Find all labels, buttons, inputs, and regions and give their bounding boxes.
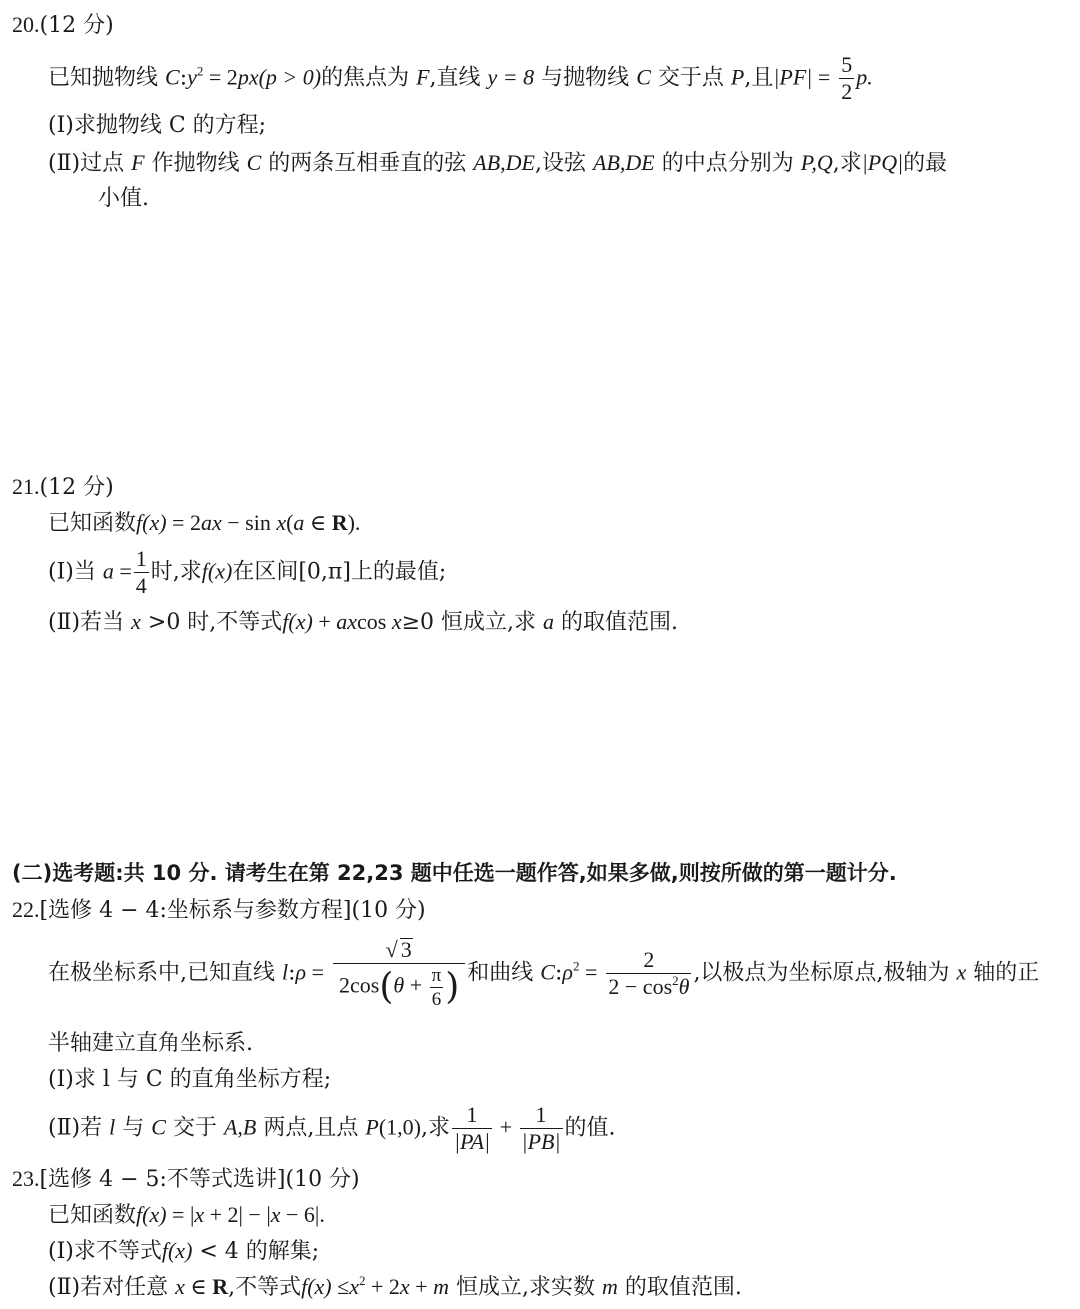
q23-number: 23. — [12, 1166, 40, 1191]
q20-points: (12 分) — [39, 13, 114, 38]
q20-stem-text-4: 与抛物线 — [541, 65, 630, 91]
q21-sin: − sin — [221, 510, 277, 535]
q21-part1-text-2: 时,求 — [150, 559, 202, 585]
q22-header — [12, 899, 426, 922]
q20-point-p: P — [730, 64, 745, 90]
q22-paren-open: ( — [379, 966, 394, 1008]
q23-part2-x3: x — [399, 1274, 410, 1299]
q20-stem-text-2: 的焦点为 — [321, 65, 410, 91]
q20-stem-text-3: ,直线 — [429, 65, 481, 91]
q23-part2-in: ∈ — [184, 1274, 213, 1299]
q22-part1: (Ⅰ)求 l 与 C 的直角坐标方程; — [48, 1067, 332, 1092]
q21-paren-close: ). — [347, 510, 361, 535]
q21-points: (12 分) — [39, 475, 114, 500]
q23-fx: f(x) — [136, 1202, 167, 1227]
q22-part2-text-4: 两点,且点 — [263, 1115, 359, 1141]
q22-curve-fraction — [606, 949, 691, 998]
q20-part2-pq: P,Q — [800, 150, 833, 175]
q20-colon: : — [179, 65, 188, 91]
q20-part2-c: C — [246, 150, 262, 175]
q21-stem — [48, 512, 360, 535]
q22-pi-fraction — [430, 966, 444, 1009]
q22-part2-text-6: 的值. — [564, 1115, 616, 1141]
q22-frac-pb-num: 1 — [535, 1102, 547, 1127]
q20-focus: F — [416, 64, 430, 90]
q23-abs-mid: + 2| − | — [204, 1202, 271, 1227]
q21-part2-cos: cos — [357, 609, 392, 634]
q20-frac-num: 5 — [841, 52, 853, 77]
q21-ax: ax — [200, 510, 222, 535]
q22-stem — [48, 938, 1039, 1009]
section2-heading: (二)选考题:共 10 分. 请考生在第 22,23 题中任选一题作答,如果多做,则按所做的第一题计分. — [12, 861, 897, 885]
q21-part2-plus: + — [312, 609, 337, 634]
q22-colon: : — [288, 960, 296, 986]
q22-title: [选修 4 − 4:坐标系与参数方程](10 分) — [39, 898, 426, 923]
q22-den-cos: 2cos — [339, 972, 380, 998]
q23-part2-text-2: ,不等式 — [228, 1275, 302, 1300]
q20-part1: (Ⅰ)求抛物线 C 的方程; — [48, 113, 267, 138]
q21-part2-text-4: 的取值范围. — [561, 610, 679, 635]
q23-part2-text: (Ⅱ)若对任意 — [48, 1275, 169, 1300]
q20-part2-chords: AB,DE — [473, 150, 535, 175]
q21-part1-eq: = — [113, 558, 132, 584]
q22-den-exp: 2 — [672, 973, 679, 988]
q21-part1 — [48, 548, 446, 597]
q20-part2-text: (Ⅱ)过点 — [48, 151, 125, 176]
q22-den-theta-2: θ — [678, 974, 690, 999]
q20-part2-cont: 小值. — [98, 186, 149, 211]
q23-part2-m: m — [433, 1274, 449, 1299]
q23-abs-close: − 6|. — [280, 1202, 325, 1227]
q22-curve-frac-num: 2 — [643, 947, 655, 972]
q20-part2-chords-2: AB,DE — [593, 150, 655, 175]
q21-fraction — [134, 548, 149, 597]
q22-colon-2: : — [554, 960, 563, 986]
q22-rho: ρ — [295, 959, 307, 985]
q22-stem-text: 在极坐标系中,已知直线 — [48, 960, 275, 986]
q21-part2-x2: x — [391, 609, 402, 634]
q20-number: 20. — [12, 12, 40, 37]
q23-part2-fx: f(x) — [301, 1274, 332, 1299]
q23-part2-m2: m — [601, 1274, 618, 1299]
q20-p: p. — [856, 64, 873, 90]
q20-curve-name: C — [165, 64, 180, 90]
q22-pi-num: π — [431, 965, 442, 986]
q23-stem — [48, 1204, 325, 1227]
q23-stem-text: 已知函数 — [48, 1203, 137, 1228]
q21-in: ∈ — [304, 510, 332, 535]
q21-part2 — [48, 611, 678, 634]
q21-part2-text: (Ⅱ)若当 — [48, 610, 125, 635]
q20-stem-text-6: ,且 — [744, 65, 774, 91]
q20-part2-text-6: ,求 — [832, 151, 862, 176]
q21-part2-text-2: >0 时,不等式 — [140, 610, 283, 635]
q23-part2-leq: ≤ — [331, 1274, 350, 1299]
q22-paren-close: ) — [445, 966, 460, 1008]
q22-rho-2: ρ — [562, 959, 573, 985]
q21-part2-a: a — [543, 609, 555, 634]
q21-part2-ax: ax — [336, 609, 358, 634]
q21-x: x — [276, 510, 287, 535]
q22-pi-den: 6 — [430, 987, 444, 1009]
q20-frac-den: 2 — [841, 79, 853, 104]
q20-part2 — [48, 152, 947, 175]
q22-frac-pa-num: 1 — [466, 1102, 478, 1127]
q21-a: a — [293, 510, 305, 535]
q23-x1: x — [194, 1202, 205, 1227]
q21-stem-text: 已知函数 — [48, 511, 137, 536]
q21-number: 21. — [12, 474, 40, 499]
q21-paren-open: ( — [286, 510, 294, 535]
q20-px: px — [237, 64, 259, 90]
q22-l: l — [282, 959, 289, 985]
q22-eq: = — [306, 959, 325, 985]
q23-part2-exp: 2 — [358, 1273, 366, 1288]
q23-part2-reals: R — [212, 1274, 229, 1299]
q22-exp: 2 — [572, 958, 580, 974]
q20-part2-text-7: 的最 — [903, 151, 948, 176]
q20-pf: |PF| — [773, 64, 813, 90]
q20-exp: 2 — [196, 63, 204, 79]
q22-plus: + — [494, 1114, 518, 1140]
q23-part1-text-2: < 4 的解集; — [192, 1239, 320, 1264]
q20-part2-pq-abs: |PQ| — [861, 150, 904, 175]
q20-eq2: = — [812, 64, 831, 90]
q21-part1-fx: f(x) — [201, 558, 233, 584]
q23-title: [选修 4 − 5:不等式选讲](10 分) — [39, 1167, 360, 1192]
q22-line-frac-num: √ 3 — [385, 937, 412, 962]
q23-header — [12, 1168, 360, 1191]
q20-part2-text-4: ,设弦 — [535, 151, 586, 176]
q23-part2-plus: + — [409, 1274, 434, 1299]
q22-number: 22. — [12, 897, 40, 922]
q20-stem — [48, 54, 873, 103]
q21-reals: R — [331, 510, 348, 535]
q20-header — [12, 14, 114, 37]
q22-den-plus: + — [404, 972, 428, 998]
q21-part2-fx: f(x) — [282, 609, 313, 634]
q22-part2-coord: (1,0) — [378, 1114, 421, 1140]
q20-part2-text-5: 的中点分别为 — [661, 151, 794, 176]
q21-part1-a: a — [102, 558, 114, 584]
q20-part2-f: F — [131, 150, 145, 175]
q22-stem-text-4: 轴的正 — [973, 960, 1040, 986]
q23-part2 — [48, 1273, 742, 1300]
q22-c: C — [540, 959, 555, 985]
q23-part1-fx: f(x) — [161, 1238, 193, 1263]
q20-y: y — [187, 64, 197, 90]
q22-line-fraction — [333, 938, 465, 1009]
q22-eq-2: = — [579, 959, 598, 985]
q22-sqrt-val: 3 — [400, 937, 412, 962]
q22-stem-text-3: ,以极点为坐标原点,极轴为 — [693, 960, 950, 986]
q22-part2-text-2: 与 — [122, 1115, 145, 1141]
q20-stem-text: 已知抛物线 — [48, 65, 159, 91]
q22-line-frac-den — [333, 963, 465, 1009]
q22-stem-text-2: 和曲线 — [467, 960, 534, 986]
q21-part2-text-3: ≥0 恒成立,求 — [401, 610, 537, 635]
q21-part2-x: x — [131, 609, 141, 634]
q22-part2-text-3: 交于 — [172, 1115, 217, 1141]
q21-part1-text-3: 在区间[0,π]上的最值; — [232, 559, 447, 585]
q20-curve-name-2: C — [636, 64, 651, 90]
q22-frac-pb-den: |PB| — [521, 1129, 561, 1154]
q23-abs-open: = | — [166, 1202, 195, 1227]
q23-part2-text-3: 恒成立,求实数 — [455, 1275, 595, 1300]
q22-part2-c: C — [151, 1114, 166, 1140]
q22-part2-text: (Ⅱ)若 — [48, 1115, 103, 1141]
q22-frac-pa-den: |PA| — [453, 1129, 491, 1154]
q20-fraction — [839, 54, 854, 103]
q23-part2-plus2: + 2 — [365, 1274, 400, 1299]
q20-stem-text-5: 交于点 — [657, 65, 724, 91]
q23-part2-text-4: 的取值范围. — [624, 1275, 742, 1300]
q22-part2-l: l — [109, 1114, 116, 1140]
q21-frac-den: 4 — [135, 573, 147, 598]
q22-frac-pb — [520, 1104, 563, 1153]
q22-x: x — [956, 959, 967, 985]
q23-part1 — [48, 1240, 319, 1263]
q21-part1-text: (Ⅰ)当 — [48, 559, 96, 585]
q21-eq: = 2 — [166, 510, 201, 535]
q20-line-eq: y = 8 — [487, 64, 535, 90]
q23-part1-text: (Ⅰ)求不等式 — [48, 1239, 162, 1264]
q20-part2-text-3: 的两条互相垂直的弦 — [268, 151, 467, 176]
q21-header — [12, 476, 114, 499]
q20-part2-text-2: 作抛物线 — [151, 151, 240, 176]
q22-part2-ab: A,B — [223, 1114, 257, 1140]
q21-fx: f(x) — [136, 510, 167, 535]
q23-part2-x2: x — [349, 1274, 359, 1299]
q21-frac-num: 1 — [135, 546, 147, 571]
q22-frac-pa — [452, 1104, 492, 1153]
q20-cond: (p > 0) — [258, 64, 322, 90]
q22-den-theta: θ — [393, 972, 405, 998]
q22-part2 — [48, 1104, 616, 1153]
q22-part2-text-5: ,求 — [420, 1115, 450, 1141]
q22-stem-cont: 半轴建立直角坐标系. — [48, 1031, 253, 1056]
q22-den-cos2: 2 − cos — [608, 974, 673, 999]
q22-curve-frac-den — [606, 973, 691, 998]
q22-part2-p: P — [365, 1114, 379, 1140]
q23-part2-x: x — [175, 1274, 185, 1299]
q23-x2: x — [270, 1202, 281, 1227]
q20-eq: = 2 — [203, 64, 238, 90]
